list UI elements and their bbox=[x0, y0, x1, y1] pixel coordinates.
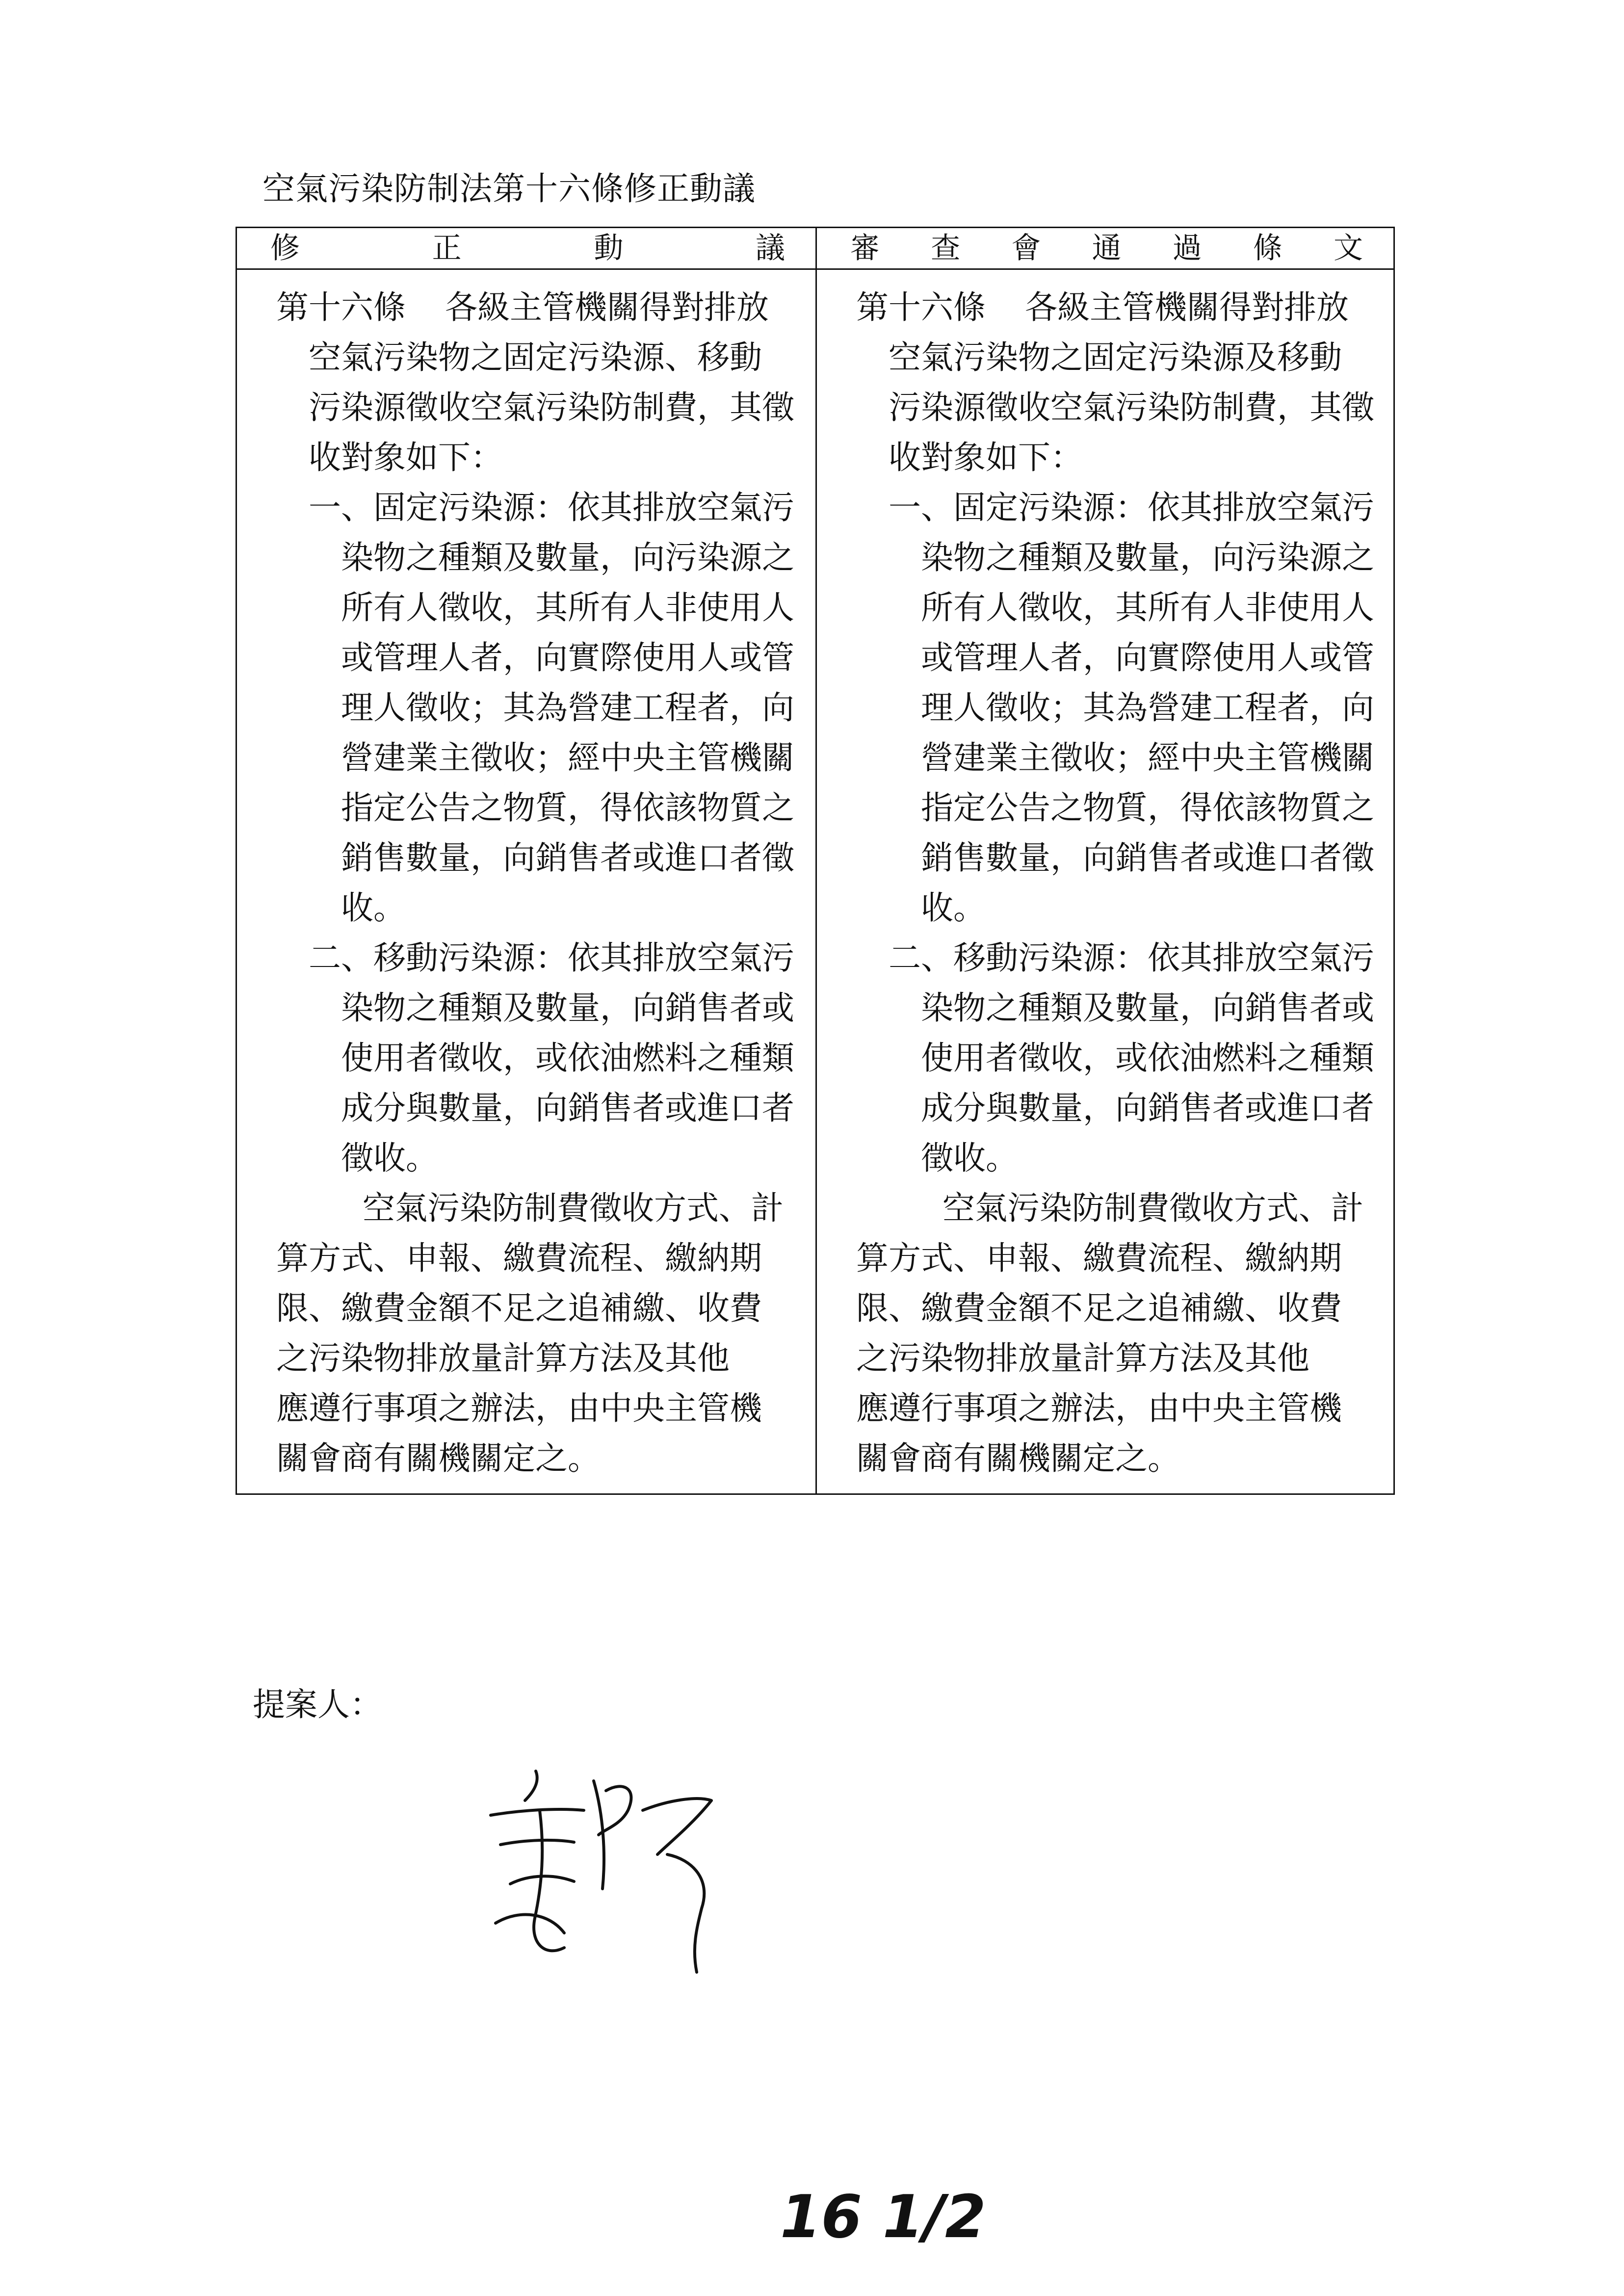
article-line: 收對象如下： bbox=[889, 439, 1083, 476]
header-char: 查 bbox=[931, 231, 961, 265]
article-line: 污染源徵收空氣污染防制費，其徵 bbox=[889, 389, 1374, 426]
header-motion bbox=[237, 231, 815, 265]
item-line: 所有人徵收，其所有人非使用人 bbox=[921, 589, 1374, 626]
article-first-line: 各級主管機關得對排放 bbox=[445, 288, 769, 326]
text-segment: 空氣污染物之固定污染源、移動 bbox=[309, 339, 762, 376]
paragraph-line: 算方式、申報、繳費流程、繳納期 bbox=[276, 1239, 762, 1277]
paragraph-line: 關會商有關機關定之。 bbox=[856, 1439, 1180, 1477]
item-line: 理人徵收；其為營建工程者，向 bbox=[341, 689, 794, 727]
table-body-row bbox=[236, 269, 1394, 1494]
item-line: 染物之種類及數量，向污染源之 bbox=[921, 539, 1374, 576]
item-line: 營建業主徵收；經中央主管機關 bbox=[341, 739, 794, 777]
header-char: 過 bbox=[1172, 231, 1202, 265]
paragraph-line: 限、繳費金額不足之追補繳、收費 bbox=[276, 1289, 762, 1327]
paragraph-line: 應遵行事項之辦法，由中央主管機 bbox=[856, 1389, 1342, 1427]
committee-text-cell bbox=[816, 269, 1394, 1494]
paragraph-line: 應遵行事項之辦法，由中央主管機 bbox=[276, 1389, 762, 1427]
item-label: 一、固定污染源：依其排放空氣污 bbox=[889, 489, 1374, 526]
paragraph-line: 關會商有關機關定之。 bbox=[276, 1439, 600, 1477]
paragraph-first-line: 空氣污染防制費徵收方式、計 bbox=[943, 1189, 1363, 1227]
table-header-row bbox=[236, 228, 1394, 269]
header-char: 動 bbox=[594, 231, 624, 265]
article-number: 第十六條 bbox=[856, 288, 986, 326]
paragraph-line: 算方式、申報、繳費流程、繳納期 bbox=[856, 1239, 1342, 1277]
item-line: 理人徵收；其為營建工程者，向 bbox=[921, 689, 1374, 727]
header-char: 議 bbox=[755, 231, 785, 265]
paragraph-line: 之污染物排放量計算方法及其他 bbox=[856, 1339, 1310, 1377]
header-char: 文 bbox=[1333, 231, 1363, 265]
item-line: 徵收。 bbox=[341, 1139, 438, 1177]
item-line: 營建業主徵收；經中央主管機關 bbox=[921, 739, 1374, 777]
item-line: 所有人徵收，其所有人非使用人 bbox=[341, 589, 794, 626]
proposer-label: 提案人： bbox=[253, 1686, 382, 1723]
item-line: 染物之種類及數量，向銷售者或 bbox=[921, 989, 1374, 1027]
item-line: 收。 bbox=[921, 889, 986, 927]
header-char: 條 bbox=[1253, 231, 1283, 265]
document-title: 空氣污染防制法第十六條修正動議 bbox=[262, 170, 756, 208]
header-committee bbox=[817, 231, 1393, 265]
amendment-comparison-table bbox=[236, 227, 1395, 1495]
article-first-line: 各級主管機關得對排放 bbox=[1025, 288, 1349, 326]
header-char: 審 bbox=[850, 231, 880, 265]
header-char: 通 bbox=[1092, 231, 1122, 265]
page-mark-text: 16 1/2 bbox=[780, 2183, 986, 2251]
motion-text-cell bbox=[236, 269, 816, 1494]
header-char: 修 bbox=[270, 231, 300, 265]
item-line: 或管理人者，向實際使用人或管 bbox=[341, 639, 794, 677]
article-number: 第十六條 bbox=[276, 288, 406, 326]
item-label: 一、固定污染源：依其排放空氣污 bbox=[309, 489, 794, 526]
item-line: 收。 bbox=[341, 889, 406, 927]
item-line: 徵收。 bbox=[921, 1139, 1018, 1177]
header-char: 正 bbox=[432, 231, 462, 265]
item-line: 成分與數量，向銷售者或進口者 bbox=[341, 1089, 794, 1127]
item-line: 指定公告之物質，得依該物質之 bbox=[341, 789, 794, 827]
article-line: 收對象如下： bbox=[309, 439, 503, 476]
handwritten-page-mark bbox=[780, 2178, 1006, 2262]
article-line: 空氣污染物之固定污染源及移動 bbox=[889, 339, 1342, 376]
header-char: 會 bbox=[1011, 231, 1041, 265]
article-line: 污染源徵收空氣污染防制費，其徵 bbox=[309, 389, 794, 426]
item-line: 或管理人者，向實際使用人或管 bbox=[921, 639, 1374, 677]
paragraph-first-line: 空氣污染防制費徵收方式、計 bbox=[363, 1189, 784, 1227]
item-line: 指定公告之物質，得依該物質之 bbox=[921, 789, 1374, 827]
item-line: 使用者徵收，或依油燃料之種類 bbox=[921, 1039, 1374, 1077]
item-line: 銷售數量，向銷售者或進口者徵 bbox=[341, 839, 794, 877]
header-cell-committee bbox=[816, 228, 1394, 269]
article-heading bbox=[856, 283, 1372, 333]
header-cell-motion bbox=[236, 228, 816, 269]
article-heading bbox=[276, 283, 794, 333]
item-line: 使用者徵收，或依油燃料之種類 bbox=[341, 1039, 794, 1077]
paragraph-line: 之污染物排放量計算方法及其他 bbox=[276, 1339, 730, 1377]
item-label: 二、移動污染源：依其排放空氣污 bbox=[889, 939, 1374, 977]
item-label: 二、移動污染源：依其排放空氣污 bbox=[309, 939, 794, 977]
handwritten-signature bbox=[481, 1761, 756, 1987]
item-line: 染物之種類及數量，向污染源之 bbox=[341, 539, 794, 576]
paragraph-line: 限、繳費金額不足之追補繳、收費 bbox=[856, 1289, 1342, 1327]
item-line: 銷售數量，向銷售者或進口者徵 bbox=[921, 839, 1374, 877]
item-line: 成分與數量，向銷售者或進口者 bbox=[921, 1089, 1374, 1127]
item-line: 染物之種類及數量，向銷售者或 bbox=[341, 989, 794, 1027]
article-line bbox=[276, 333, 794, 383]
